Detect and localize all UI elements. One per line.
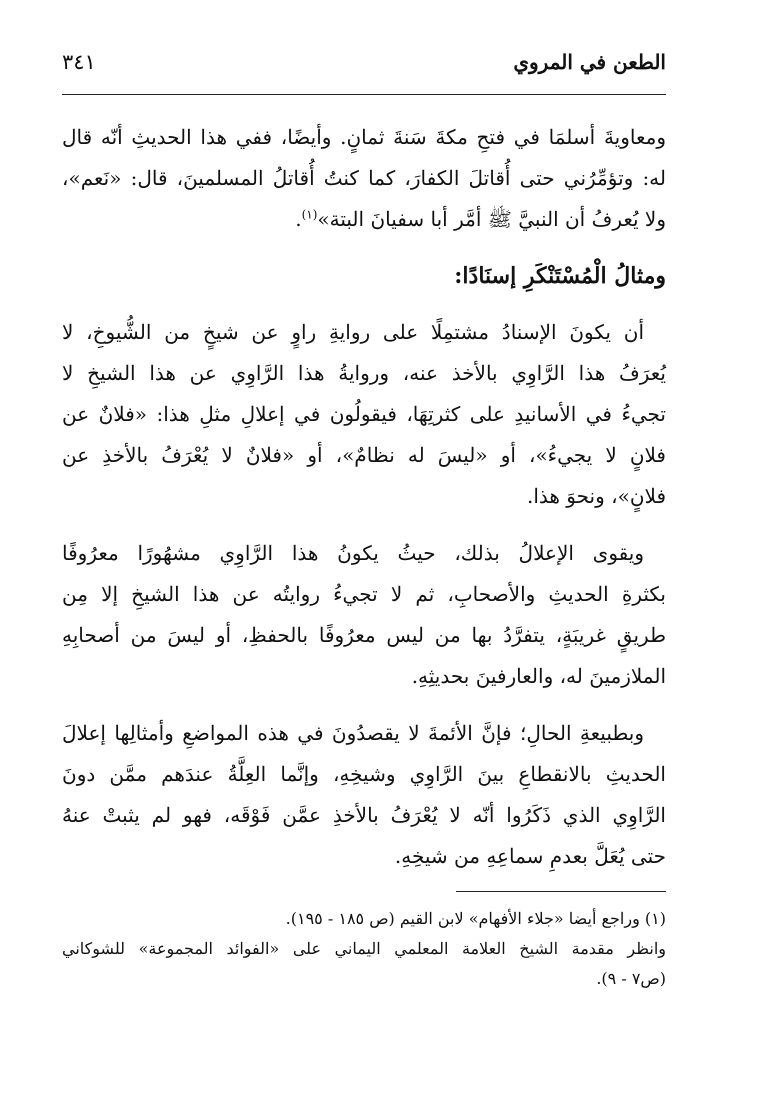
- page-number: ٣٤١: [62, 50, 96, 74]
- running-title: الطعن في المروي: [513, 50, 666, 74]
- paragraph-2: [62, 312, 666, 517]
- text-line: حتى يُعَلَّ بعدمِ سماعِهِ من شيخِهِ.: [394, 844, 666, 868]
- book-page: [62, 50, 666, 994]
- text-line: بكثرةِ الحديثِ والأصحابِ، ثم لا تجيءُ روايتُه عن هذا الشيخِ إلا مِن: [62, 582, 666, 606]
- section-subheading: ومثالُ الْمُسْتَنْكَرِ إسنَادًا:: [454, 263, 666, 289]
- text-line: له: وتؤمِّرُني حتى أُقاتلَ الكفارَ، كما كنتُ أُقاتلُ المسلمينَ، قال: «نَعم»،: [62, 166, 666, 190]
- text-line: ومعاويةَ أسلمَا في فتحِ مكةَ سَنةَ ثمانٍ. وأيضًا، ففي هذا الحديثِ أنّه قال: [62, 125, 666, 149]
- text-line: [62, 199, 666, 240]
- footnote-rule: [456, 891, 666, 892]
- sentence-end: .: [295, 207, 302, 231]
- header-rule: [62, 94, 666, 95]
- text-line: تجيءُ في الأسانيدِ على كثرتِهَا، فيقولُون في إعلالِ مثلِ هذا: «فلانٌ عن: [62, 402, 666, 426]
- paragraph-1: [62, 117, 666, 240]
- footnotes: [62, 904, 666, 994]
- paragraph-4: [62, 713, 666, 877]
- text-line: طريقٍ غريبَةٍ، يتفرَّدُ بها من ليس معرُوفًا بالحفظِ، أو ليسَ من أصحابِهِ: [62, 623, 666, 647]
- footnote-1: (١) وراجع أيضا «جلاء الأفهام» لابن القيم (ص ١٨٥ - ١٩٥).: [285, 909, 666, 928]
- text-line: الملازمينَ له، والعارفينَ بحديثِهِ.: [411, 664, 666, 688]
- footnote-line: وانظر مقدمة الشيخ العلامة المعلمي اليماني على «الفوائد المجموعة» للشوكاني: [62, 939, 666, 958]
- text-line: فلانٍ»، ونحوَ هذا.: [526, 484, 666, 508]
- text-line: أن يكونَ الإسنادُ مشتمِلًا على روايةِ راوٍ عن شيخٍ من الشُّيوخِ، لا: [62, 320, 644, 344]
- running-header: [62, 50, 666, 94]
- text-line: ويقوى الإعلالُ بذلك، حيثُ يكونُ هذا الرَّاوِي مشهُورًا معرُوفًا: [62, 541, 644, 565]
- footnote-line: (ص٧ - ٩).: [596, 969, 666, 988]
- paragraph-3: [62, 533, 666, 697]
- text-line: فلانٍ لا يجيءُ»، أو «ليسَ له نظامٌ»، أو «فلانٌ لا يُعْرَفُ بالأخذِ عن: [62, 443, 666, 467]
- text-line: الرَّاوِي الذي ذَكَرُوا أنّه لا يُعْرَفُ بالأخذِ عمَّن فَوْقَه، فهو لم يثبتْ عنهُ: [62, 803, 666, 827]
- text-line: يُعرَفُ هذا الرَّاوِي بالأخذ عنه، وروايةُ هذا الرَّاوِي عن هذا الشيخِ لا: [62, 361, 666, 385]
- text-line: الحديثِ بالانقطاعِ بينَ الرَّاوِي وشيخِهِ، وإنَّما العِلَّةُ عندَهم ممَّن دونَ: [62, 762, 666, 786]
- text-line: وبطبيعةِ الحالِ؛ فإنَّ الأئمةَ لا يقصدُونَ في هذه المواضعِ وأمثالِها إعلالَ: [62, 721, 644, 745]
- text-line-content: ولا يُعرفُ أن النبيَّ ﷺ أمَّر أبا سفيانَ البتة»: [317, 207, 666, 231]
- footnote-ref-1[interactable]: (١): [301, 207, 318, 222]
